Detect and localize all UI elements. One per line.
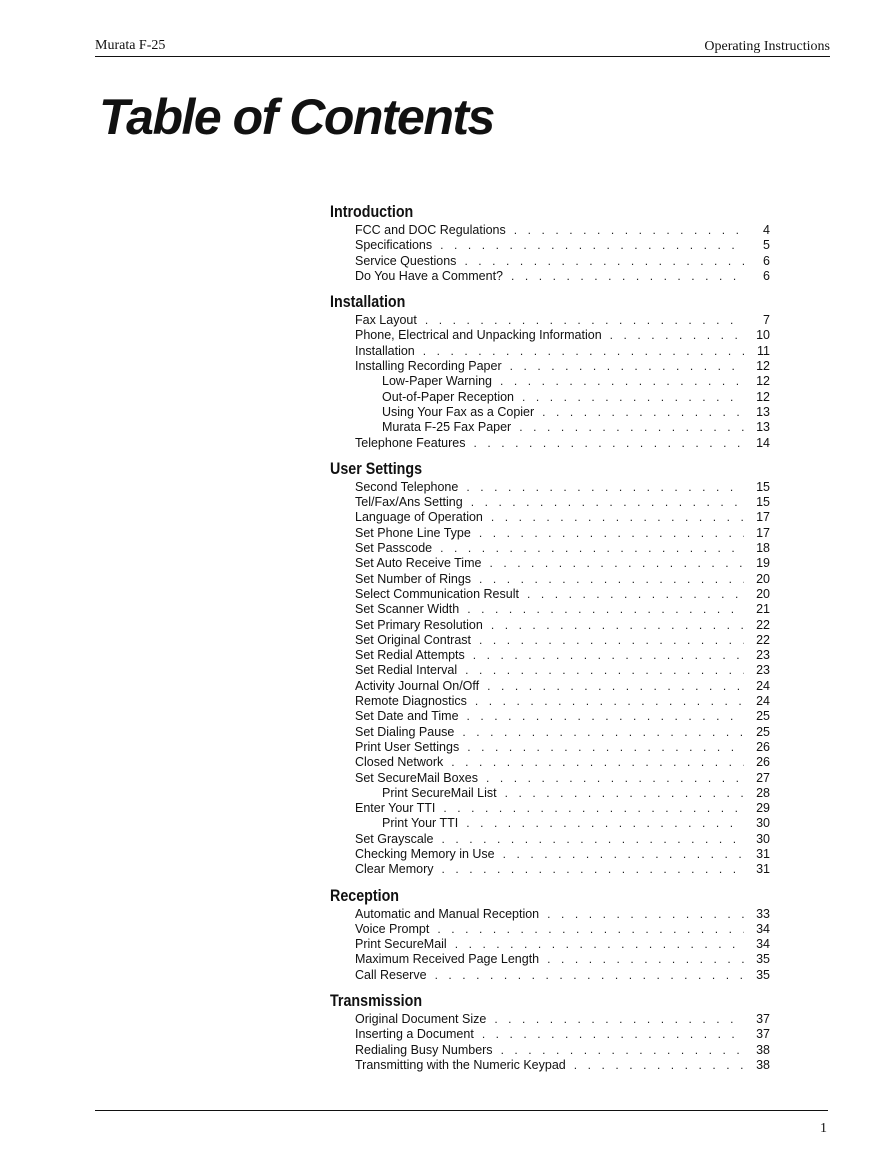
entry-page-number: 11 [757, 343, 770, 358]
entry-page-number: 38 [756, 1042, 770, 1057]
toc-entry-list [330, 480, 770, 878]
entry-title: Original Document Size [355, 1012, 487, 1027]
entry-title: Inserting a Document [355, 1027, 474, 1042]
dot-leader [527, 587, 744, 602]
dot-leader [542, 405, 744, 420]
entry-page-number: 15 [756, 495, 770, 510]
toc-entry-list [330, 907, 770, 983]
entry-title: Activity Journal On/Off [355, 678, 480, 693]
entry-page-number: 12 [756, 359, 770, 374]
entry-page-number: 23 [756, 648, 770, 663]
entry-page-number: 34 [756, 937, 770, 952]
dot-leader [519, 420, 744, 435]
toc-entry [330, 405, 770, 420]
toc-section [330, 200, 770, 284]
toc-section [330, 989, 770, 1073]
entry-page-number: 17 [756, 525, 770, 540]
entry-title: Set Original Contrast [355, 632, 472, 647]
section-heading: Transmission [330, 991, 423, 1011]
entry-page-number: 35 [756, 967, 770, 982]
dot-leader [491, 510, 744, 525]
toc-entry [330, 755, 770, 770]
dot-leader [510, 359, 744, 374]
dot-leader [440, 238, 744, 253]
dot-leader [491, 618, 744, 633]
entry-title: Print SecureMail List [382, 785, 497, 800]
toc-entry [330, 1027, 770, 1042]
dot-leader [511, 269, 744, 284]
page-number: 1 [820, 1121, 827, 1136]
entry-page-number: 18 [756, 541, 770, 556]
entry-title: Set Phone Line Type [355, 525, 471, 540]
toc-entry [330, 816, 770, 831]
dot-leader [466, 816, 744, 831]
entry-title: Phone, Electrical and Unpacking Information [355, 328, 602, 343]
entry-title: Clear Memory [355, 862, 434, 877]
toc-entry [330, 725, 770, 740]
entry-page-number: 30 [756, 816, 770, 831]
toc-entry [330, 968, 770, 983]
entry-page-number: 24 [756, 694, 770, 709]
dot-leader [465, 663, 744, 678]
toc-entry [330, 648, 770, 663]
entry-page-number: 25 [756, 724, 770, 739]
toc-entry [330, 313, 770, 328]
dot-leader [437, 922, 744, 937]
table-of-contents [330, 200, 770, 1079]
entry-page-number: 21 [756, 602, 770, 617]
entry-title: Second Telephone [355, 479, 459, 494]
dot-leader [574, 1058, 744, 1073]
toc-entry [330, 618, 770, 633]
toc-entry [330, 495, 770, 510]
entry-page-number: 14 [756, 435, 770, 450]
dot-leader [494, 1012, 744, 1027]
toc-entry [330, 679, 770, 694]
dot-leader [442, 862, 745, 877]
entry-page-number: 31 [756, 862, 770, 877]
entry-page-number: 24 [756, 678, 770, 693]
dot-leader [466, 480, 744, 495]
entry-page-number: 10 [756, 328, 770, 343]
toc-entry [330, 587, 770, 602]
entry-page-number: 12 [756, 374, 770, 389]
entry-title: Set Number of Rings [355, 571, 472, 586]
dot-leader [514, 223, 744, 238]
dot-leader [467, 740, 744, 755]
toc-entry [330, 832, 770, 847]
dot-leader [462, 725, 744, 740]
entry-title: Print Your TTI [382, 816, 459, 831]
section-heading: Reception [330, 885, 400, 905]
entry-title: Telephone Features [355, 435, 466, 450]
dot-leader [423, 344, 744, 359]
entry-page-number: 33 [756, 906, 770, 921]
toc-entry [330, 847, 770, 862]
toc-entry [330, 786, 770, 801]
entry-title: Set Primary Resolution [355, 617, 483, 632]
dot-leader [479, 572, 744, 587]
entry-title: Low-Paper Warning [382, 374, 493, 389]
entry-title: Enter Your TTI [355, 801, 436, 816]
toc-entry [330, 541, 770, 556]
dot-leader [464, 254, 744, 269]
entry-title: Voice Prompt [355, 921, 430, 936]
entry-title: Language of Operation [355, 510, 483, 525]
dot-leader [486, 771, 744, 786]
toc-entry [330, 862, 770, 877]
entry-title: Print User Settings [355, 739, 460, 754]
toc-entry [330, 633, 770, 648]
toc-entry [330, 694, 770, 709]
entry-title: Closed Network [355, 755, 444, 770]
entry-page-number: 26 [756, 739, 770, 754]
toc-entry [330, 344, 770, 359]
entry-title: Print SecureMail [355, 937, 447, 952]
entry-title: Fax Layout [355, 313, 417, 328]
entry-title: Remote Diagnostics [355, 694, 467, 709]
entry-title: Call Reserve [355, 967, 427, 982]
dot-leader [487, 679, 744, 694]
entry-page-number: 38 [756, 1057, 770, 1072]
entry-page-number: 26 [756, 755, 770, 770]
entry-title: Set Redial Attempts [355, 648, 465, 663]
toc-entry [330, 556, 770, 571]
dot-leader [442, 832, 744, 847]
entry-page-number: 27 [756, 770, 770, 785]
running-header-document: Operating Instructions [704, 39, 830, 54]
dot-leader [482, 1027, 744, 1042]
entry-title: Using Your Fax as a Copier [382, 404, 535, 419]
entry-page-number: 37 [756, 1027, 770, 1042]
toc-entry [330, 572, 770, 587]
toc-entry [330, 436, 770, 451]
toc-entry [330, 952, 770, 967]
toc-entry-list [330, 313, 770, 451]
toc-entry-list [330, 223, 770, 284]
toc-entry-list [330, 1012, 770, 1073]
toc-entry [330, 480, 770, 495]
entry-page-number: 35 [756, 952, 770, 967]
entry-page-number: 13 [756, 404, 770, 419]
entry-page-number: 4 [763, 223, 770, 237]
toc-entry [330, 801, 770, 816]
toc-section [330, 457, 770, 878]
toc-entry [330, 420, 770, 435]
dot-leader [474, 436, 745, 451]
dot-leader [501, 1043, 744, 1058]
entry-title: Automatic and Manual Reception [355, 906, 540, 921]
dot-leader [489, 556, 744, 571]
toc-entry [330, 374, 770, 389]
dot-leader [475, 694, 744, 709]
entry-title: Out-of-Paper Reception [382, 389, 515, 404]
toc-entry [330, 526, 770, 541]
entry-title: Transmitting with the Numeric Keypad [355, 1057, 566, 1072]
dot-leader [443, 801, 744, 816]
toc-section [330, 884, 770, 983]
entry-title: Set SecureMail Boxes [355, 770, 478, 785]
entry-title: Specifications [355, 238, 433, 253]
dot-leader [425, 313, 744, 328]
toc-entry [330, 709, 770, 724]
entry-page-number: 6 [763, 268, 770, 283]
dot-leader [455, 937, 744, 952]
section-heading: Installation [330, 292, 406, 312]
entry-title: Set Scanner Width [355, 602, 460, 617]
entry-page-number: 34 [756, 921, 770, 936]
entry-title: Select Communication Result [355, 586, 519, 601]
section-heading: User Settings [330, 458, 423, 478]
entry-title: Tel/Fax/Ans Setting [355, 495, 463, 510]
entry-page-number: 19 [756, 556, 770, 571]
dot-leader [547, 907, 744, 922]
section-heading: Introduction [330, 202, 414, 221]
toc-entry [330, 937, 770, 952]
toc-entry [330, 254, 770, 269]
dot-leader [467, 709, 744, 724]
entry-page-number: 6 [763, 253, 770, 268]
dot-leader [440, 541, 744, 556]
toc-entry [330, 328, 770, 343]
toc-entry [330, 510, 770, 525]
toc-entry [330, 269, 770, 284]
dot-leader [467, 602, 744, 617]
toc-section [330, 290, 770, 451]
toc-entry [330, 922, 770, 937]
entry-title: Do You Have a Comment? [355, 268, 504, 283]
entry-page-number: 23 [756, 663, 770, 678]
entry-page-number: 20 [756, 586, 770, 601]
entry-page-number: 22 [756, 617, 770, 632]
dot-leader [479, 526, 744, 541]
dot-leader [473, 648, 744, 663]
entry-page-number: 22 [756, 632, 770, 647]
toc-entry [330, 1012, 770, 1027]
entry-page-number: 13 [756, 420, 770, 435]
dot-leader [471, 495, 744, 510]
entry-page-number: 29 [756, 801, 770, 816]
entry-title: Set Passcode [355, 541, 433, 556]
entry-title: Murata F-25 Fax Paper [382, 420, 512, 435]
footer-rule [95, 1110, 828, 1111]
entry-page-number: 30 [756, 831, 770, 846]
entry-title: FCC and DOC Regulations [355, 223, 506, 237]
dot-leader [522, 390, 744, 405]
entry-page-number: 7 [763, 313, 770, 328]
dot-leader [479, 633, 744, 648]
entry-title: Set Grayscale [355, 831, 434, 846]
toc-entry [330, 390, 770, 405]
dot-leader [610, 328, 744, 343]
entry-title: Installing Recording Paper [355, 359, 502, 374]
toc-entry [330, 907, 770, 922]
dot-leader [503, 847, 744, 862]
dot-leader [505, 786, 744, 801]
entry-title: Installation [355, 343, 415, 358]
entry-page-number: 12 [756, 389, 770, 404]
dot-leader [500, 374, 744, 389]
entry-page-number: 15 [756, 479, 770, 494]
entry-page-number: 31 [756, 846, 770, 861]
entry-page-number: 17 [756, 510, 770, 525]
header-rule [95, 56, 830, 57]
dot-leader [435, 968, 744, 983]
entry-page-number: 25 [756, 709, 770, 724]
dot-leader [547, 952, 744, 967]
entry-page-number: 37 [756, 1012, 770, 1027]
page-title: Table of Contents [99, 89, 494, 145]
toc-entry [330, 238, 770, 253]
toc-entry [330, 771, 770, 786]
entry-title: Set Redial Interval [355, 663, 458, 678]
toc-entry [330, 602, 770, 617]
toc-entry [330, 1058, 770, 1073]
entry-title: Set Dialing Pause [355, 724, 455, 739]
entry-title: Set Auto Receive Time [355, 556, 482, 571]
entry-title: Set Date and Time [355, 709, 459, 724]
toc-entry [330, 1043, 770, 1058]
toc-entry [330, 223, 770, 238]
entry-title: Service Questions [355, 253, 457, 268]
entry-page-number: 20 [756, 571, 770, 586]
entry-page-number: 5 [763, 238, 770, 253]
entry-title: Redialing Busy Numbers [355, 1042, 493, 1057]
dot-leader [451, 755, 744, 770]
toc-entry [330, 663, 770, 678]
entry-page-number: 28 [756, 785, 770, 800]
toc-entry [330, 359, 770, 374]
entry-title: Maximum Received Page Length [355, 952, 540, 967]
entry-title: Checking Memory in Use [355, 846, 495, 861]
running-header-product: Murata F-25 [95, 38, 166, 53]
toc-entry [330, 740, 770, 755]
